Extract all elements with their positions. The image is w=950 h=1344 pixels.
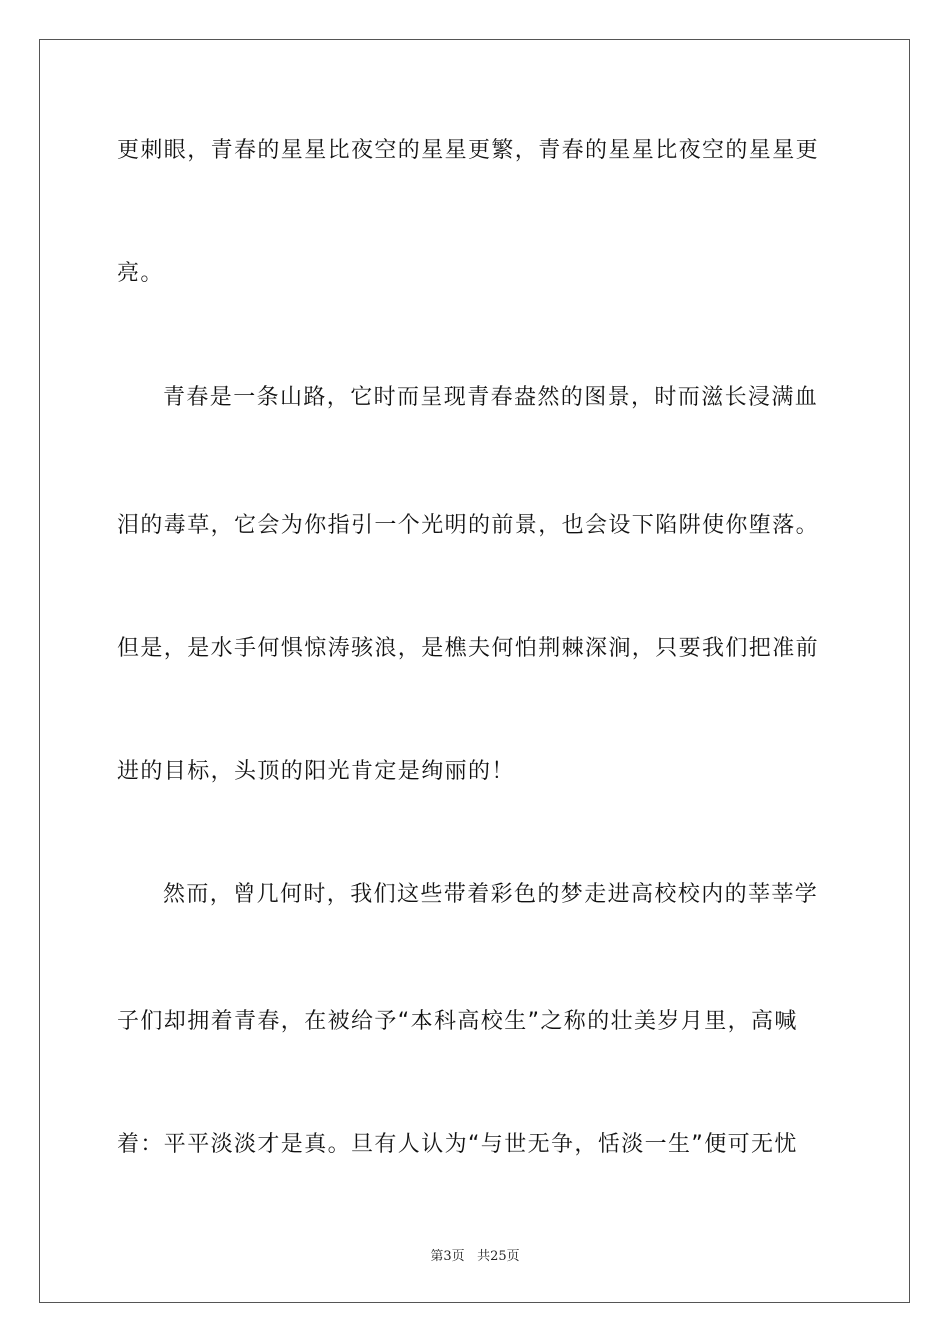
text-line-4: 泪的毒草，它会为你指引一个光明的前景，也会设下陷阱使你堕落。 (117, 513, 820, 538)
page-footer (0, 1248, 950, 1266)
text-line-3: 青春是一条山路，它时而呈现青春盎然的图景，时而滋长浸满血 (163, 385, 819, 410)
current-page-number: 第3页 (430, 1249, 465, 1264)
total-page-count: 共25页 (477, 1249, 520, 1264)
page-border (39, 39, 910, 1303)
text-line-8: 子们却拥着青春，在被给予“本科高校生”之称的壮美岁月里，高喊 (117, 1009, 798, 1034)
text-line-9: 着：平平淡淡才是真。旦有人认为“与世无争，恬淡一生”便可无忧 (117, 1132, 798, 1157)
text-line-5: 但是，是水手何惧惊涛骇浪，是樵夫何怕荆棘深涧，只要我们把准前 (117, 636, 820, 661)
text-line-2: 亮。 (117, 261, 164, 286)
text-line-7: 然而，曾几何时，我们这些带着彩色的梦走进高校校内的莘莘学 (163, 882, 819, 907)
text-line-1: 更刺眼，青春的星星比夜空的星星更繁，青春的星星比夜空的星星更 (117, 138, 820, 163)
text-line-6: 进的目标，头顶的阳光肯定是绚丽的！ (117, 759, 515, 784)
